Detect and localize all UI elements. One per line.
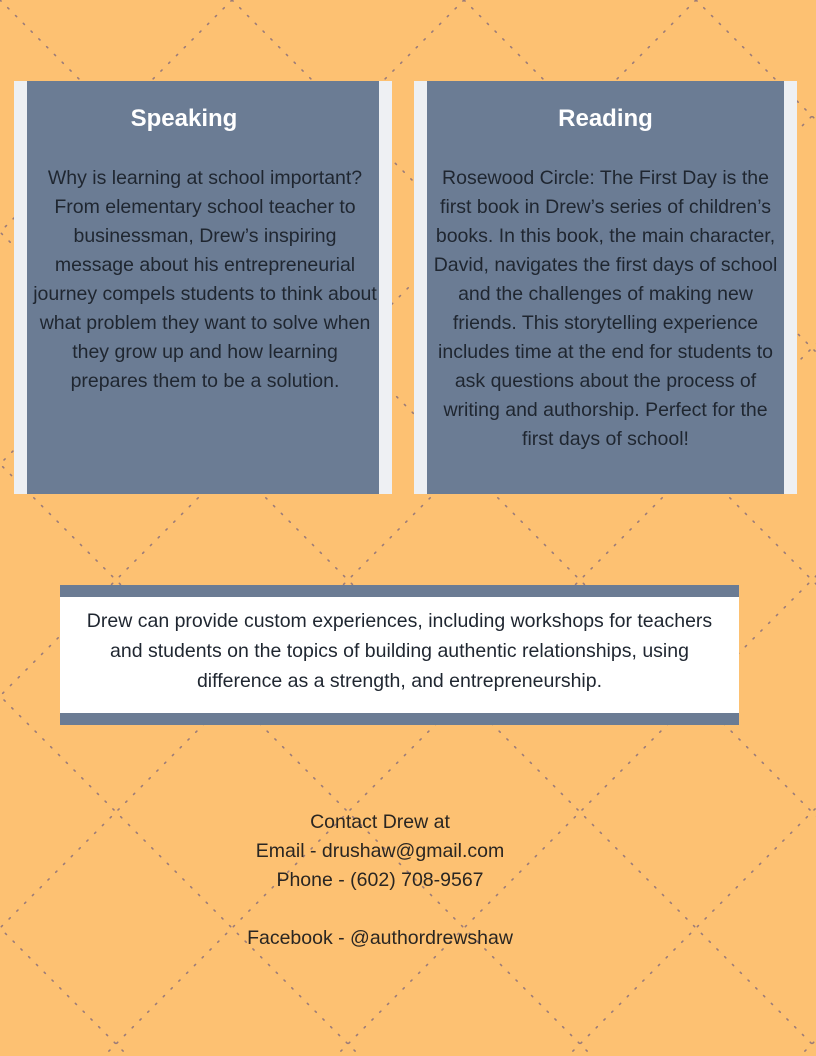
contact-email[interactable]: Email - drushaw@gmail.com [255, 840, 505, 862]
contact-facebook[interactable]: Facebook - @authordrewshaw [247, 927, 513, 949]
contact-phone[interactable]: Phone - (602) 708-9567 [276, 869, 484, 891]
speaking-description: Why is learning at school important? From elementary school teacher to businessman, Drew’s inspiring message about his entrepreneurial journey compels students to think about what problem they want to solve when they grow up and how learning prepares them to be a solution. [33, 167, 377, 392]
speaking-title: Speaking [130, 105, 238, 132]
contact-section [0, 808, 760, 953]
reading-title: Reading [558, 105, 653, 132]
reading-description: Rosewood Circle: The First Day is the first book in Drew’s series of children’s books. In this book, the main character, David, navigates the first days of school and the challenges of making new friends. This storytelling experience includes time at the end for students to ask questions about the process of writing and authorship. Perfect for the first days of school! [433, 167, 778, 450]
reading-card [414, 81, 797, 494]
custom-experiences-text: Drew can provide custom experiences, including workshops for teachers and students on the topics of building authentic relationships, using difference as a strength, and entrepreneurship. [86, 610, 713, 692]
speaking-card [14, 81, 392, 494]
contact-heading: Contact Drew at [310, 811, 450, 833]
custom-experiences-banner [60, 585, 739, 725]
contact-spacer [0, 895, 760, 924]
